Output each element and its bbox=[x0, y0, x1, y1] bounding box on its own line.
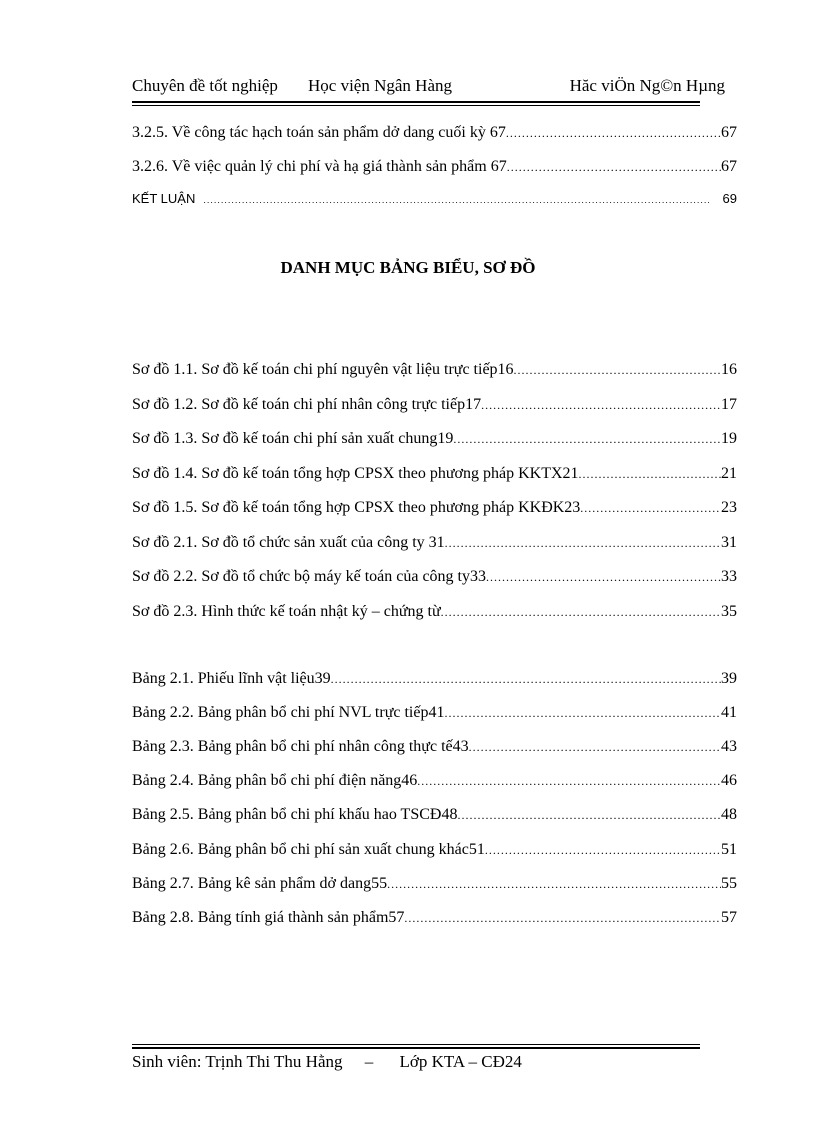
entry-text: Sơ đồ 1.4. Sơ đồ kế toán tổng hợp CPSX theo phương pháp KKTX21 bbox=[132, 465, 579, 482]
entry-page: 19 bbox=[721, 430, 737, 447]
entry-page: 33 bbox=[721, 568, 737, 585]
entry-text: Bảng 2.5. Bảng phân bổ chi phí khấu hao TSCĐ48 bbox=[132, 806, 458, 823]
dot-leader bbox=[404, 906, 721, 930]
header-school-name-garbled: Hăc viÖn Ng©n Hµng bbox=[569, 76, 725, 95]
diagram-entry[interactable] bbox=[132, 462, 737, 486]
entry-page: 35 bbox=[721, 603, 737, 620]
dot-leader bbox=[441, 600, 721, 624]
entry-page: 17 bbox=[721, 396, 737, 413]
dot-leader bbox=[457, 803, 721, 827]
entry-page: 43 bbox=[721, 738, 737, 755]
dot-leader bbox=[507, 155, 721, 179]
toc-entry[interactable] bbox=[132, 155, 737, 179]
dot-leader bbox=[485, 838, 721, 862]
footer-student: Sinh viên: Trịnh Thi Thu Hằng bbox=[132, 1052, 343, 1071]
header-school-name: Học viện Ngân Hàng bbox=[308, 76, 452, 95]
entry-page: 23 bbox=[721, 499, 737, 516]
entry-page: 41 bbox=[721, 704, 737, 721]
page-header bbox=[132, 76, 725, 98]
header-rule-thick bbox=[132, 101, 700, 103]
dot-leader bbox=[453, 427, 721, 451]
dot-leader bbox=[481, 393, 721, 417]
toc-entry-text: KẾT LUẬN bbox=[132, 191, 196, 206]
dot-leader bbox=[444, 701, 721, 725]
dot-leader bbox=[203, 188, 708, 212]
dot-leader bbox=[580, 496, 721, 520]
dot-leader bbox=[514, 358, 721, 382]
entry-text: Sơ đồ 2.1. Sơ đồ tổ chức sản xuất của công ty 31 bbox=[132, 534, 445, 551]
dot-leader bbox=[417, 769, 721, 793]
entry-page: 31 bbox=[721, 534, 737, 551]
footer-rule-thick bbox=[132, 1047, 700, 1049]
diagram-entry[interactable] bbox=[132, 393, 737, 417]
dot-leader bbox=[469, 735, 721, 759]
footer-dash: – bbox=[364, 1052, 374, 1071]
table-entry[interactable] bbox=[132, 838, 737, 862]
entry-page: 46 bbox=[721, 772, 737, 789]
entry-text: Bảng 2.8. Bảng tính giá thành sản phẩm57 bbox=[132, 909, 405, 926]
entry-text: Sơ đồ 2.2. Sơ đồ tổ chức bộ máy kế toán của công ty33 bbox=[132, 568, 486, 585]
page-footer bbox=[132, 1052, 522, 1072]
toc-entry[interactable] bbox=[132, 121, 737, 145]
table-entry[interactable] bbox=[132, 872, 737, 896]
table-entry[interactable] bbox=[132, 906, 737, 930]
dot-leader bbox=[387, 872, 721, 896]
table-entry[interactable] bbox=[132, 701, 737, 725]
entry-text: Bảng 2.2. Bảng phân bổ chi phí NVL trực tiếp41 bbox=[132, 704, 445, 721]
entry-text: Bảng 2.1. Phiếu lĩnh vật liệu39 bbox=[132, 670, 331, 687]
entry-page: 39 bbox=[721, 670, 737, 687]
dot-leader bbox=[506, 121, 721, 145]
toc-entry-conclusion[interactable] bbox=[132, 187, 737, 211]
dot-leader bbox=[579, 462, 721, 486]
dot-leader bbox=[331, 667, 721, 691]
toc-entry-page: 67 bbox=[721, 158, 737, 175]
header-rule-thin bbox=[132, 105, 700, 106]
entry-text: Bảng 2.3. Bảng phân bổ chi phí nhân công thực tế43 bbox=[132, 738, 469, 755]
list-title: DANH MỤC BẢNG BIỂU, SƠ ĐỒ bbox=[280, 258, 536, 277]
diagram-entry[interactable] bbox=[132, 600, 737, 624]
table-entry[interactable] bbox=[132, 803, 737, 827]
toc-entry-text: 3.2.6. Về việc quản lý chi phí và hạ giá thành sản phẩm 67 bbox=[132, 158, 507, 175]
entry-text: Bảng 2.7. Bảng kê sản phẩm dở dang55 bbox=[132, 875, 388, 892]
diagram-entry[interactable] bbox=[132, 496, 737, 520]
toc-entry-page: 69 bbox=[722, 191, 737, 206]
diagram-entry[interactable] bbox=[132, 427, 737, 451]
entry-text: Sơ đồ 1.2. Sơ đồ kế toán chi phí nhân công trực tiếp17 bbox=[132, 396, 482, 413]
entry-text: Sơ đồ 2.3. Hình thức kế toán nhật ký – chứng từ bbox=[132, 603, 441, 620]
entry-page: 48 bbox=[721, 806, 737, 823]
toc-entry-text: 3.2.5. Về công tác hạch toán sản phẩm dở dang cuối kỳ 67 bbox=[132, 124, 506, 141]
dot-leader bbox=[486, 565, 721, 589]
footer-class: Lớp KTA – CĐ24 bbox=[399, 1052, 522, 1071]
table-entry[interactable] bbox=[132, 667, 737, 691]
table-entry[interactable] bbox=[132, 735, 737, 759]
header-thesis-label: Chuyên đề tốt nghiệp bbox=[132, 76, 278, 95]
diagram-entry[interactable] bbox=[132, 358, 737, 382]
diagram-entry[interactable] bbox=[132, 531, 737, 555]
table-entry[interactable] bbox=[132, 769, 737, 793]
entry-page: 21 bbox=[721, 465, 737, 482]
toc-entry-page: 67 bbox=[721, 124, 737, 141]
entry-page: 51 bbox=[721, 841, 737, 858]
entry-text: Bảng 2.4. Bảng phân bổ chi phí điện năng46 bbox=[132, 772, 418, 789]
entry-page: 55 bbox=[721, 875, 737, 892]
entry-text: Sơ đồ 1.5. Sơ đồ kế toán tổng hợp CPSX theo phương pháp KKĐK23 bbox=[132, 499, 581, 516]
entry-page: 16 bbox=[721, 361, 737, 378]
entry-text: Bảng 2.6. Bảng phân bổ chi phí sản xuất chung khác51 bbox=[132, 841, 485, 858]
footer-rule-thin bbox=[132, 1044, 700, 1045]
entry-page: 57 bbox=[721, 909, 737, 926]
entry-text: Sơ đồ 1.3. Sơ đồ kế toán chi phí sản xuất chung19 bbox=[132, 430, 454, 447]
dot-leader bbox=[445, 531, 721, 555]
diagram-entry[interactable] bbox=[132, 565, 737, 589]
entry-text: Sơ đồ 1.1. Sơ đồ kế toán chi phí nguyên vật liệu trực tiếp16 bbox=[132, 361, 514, 378]
